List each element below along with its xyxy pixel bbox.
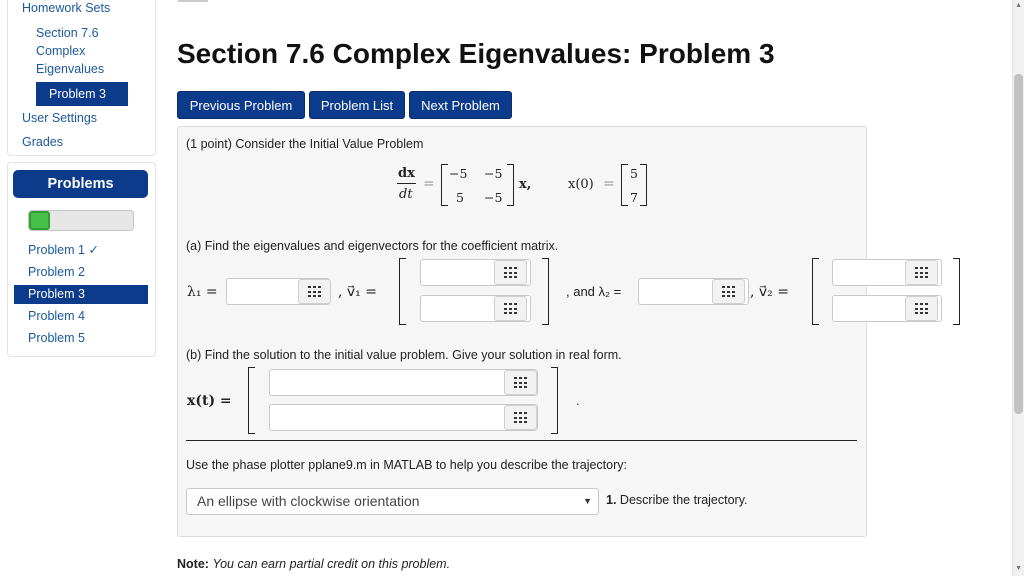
problems-button[interactable]: Problems [13, 170, 148, 198]
v2-right-bracket [953, 258, 960, 325]
matrix-right-bracket [507, 164, 514, 206]
progress-fill [29, 211, 50, 230]
phase-plotter-text: Use the phase plotter pplane9.m in MATLAB to help you describe the trajectory: [186, 458, 627, 472]
grid-icon [514, 377, 527, 388]
problem-link-1[interactable]: Problem 1 ✓ [28, 243, 99, 257]
grid-icon [514, 412, 527, 423]
v2-label: , v⃗₂ = [750, 284, 789, 300]
grid-icon [504, 303, 517, 314]
scroll-down-icon[interactable]: ▼ [1015, 565, 1022, 572]
v1-right-bracket [542, 258, 549, 325]
scroll-up-icon[interactable]: ▲ [1015, 2, 1022, 9]
lambda1-equation-editor-button[interactable] [298, 279, 331, 304]
eq-dx: dx [398, 166, 415, 181]
matrix-a11: −5 [449, 166, 468, 181]
sidebar-item-user-settings[interactable]: User Settings [22, 111, 98, 125]
next-problem-button[interactable]: Next Problem [409, 91, 512, 119]
part-b-prompt: (b) Find the solution to the initial value problem. Give your solution in real form. [186, 348, 622, 362]
sidebar-item-active-problem[interactable]: Problem 3 [36, 82, 128, 106]
v1-label: , v⃗₁ = [338, 284, 377, 300]
describe-text: Describe the trajectory. [619, 493, 748, 507]
xt-c2-equation-editor-button[interactable] [504, 405, 537, 430]
eq-equals-2: = [603, 176, 615, 192]
problem-link-3[interactable]: Problem 3 [14, 285, 148, 304]
grid-icon [915, 303, 928, 314]
sidebar-item-section-line1[interactable]: Section 7.6 [36, 26, 99, 40]
lambda1-label: λ₁ = [187, 284, 218, 300]
note-text: You can earn partial credit on this problem. [212, 557, 451, 571]
eq-dt: dt [399, 187, 413, 202]
lambda2-equation-editor-button[interactable] [712, 279, 745, 304]
previous-problem-button[interactable]: Previous Problem [177, 91, 305, 119]
trajectory-select-value: An ellipse with clockwise orientation [197, 493, 420, 509]
init-right-bracket [640, 164, 647, 206]
matrix-a12: −5 [484, 166, 503, 181]
v1-left-bracket [399, 258, 406, 325]
init-v1: 5 [630, 166, 638, 181]
xt-label: x(t) = [187, 393, 232, 409]
problem-link-2[interactable]: Problem 2 [28, 265, 85, 279]
page-title: Section 7.6 Complex Eigenvalues: Problem 3 [177, 38, 775, 69]
problem-link-5[interactable]: Problem 5 [28, 331, 85, 345]
describe-trajectory-label [606, 493, 748, 507]
problem-list-button[interactable]: Problem List [309, 91, 405, 119]
grid-icon [504, 267, 517, 278]
and-lambda2-label: , and λ₂ = [566, 284, 622, 299]
eq-x-vector: x, [519, 177, 532, 192]
xt-left-bracket [248, 367, 255, 434]
matrix-left-bracket [441, 164, 448, 206]
matrix-a22: −5 [484, 190, 503, 205]
xt-right-bracket [551, 367, 558, 434]
init-v2: 7 [630, 190, 638, 205]
eq-fraction-bar [397, 183, 416, 184]
section-divider [186, 440, 857, 441]
sidebar-item-section-line3[interactable]: Eigenvalues [36, 62, 105, 76]
matrix-a21: 5 [456, 190, 464, 205]
v1-c2-equation-editor-button[interactable] [494, 296, 527, 321]
dropdown-arrow-icon: ▼ [583, 496, 592, 506]
progress-bar [28, 210, 134, 231]
describe-number: 1. [606, 493, 617, 507]
v2-left-bracket [812, 258, 819, 325]
part-a-prompt: (a) Find the eigenvalues and eigenvectors for the coefficient matrix. [186, 239, 559, 253]
v1-c1-equation-editor-button[interactable] [494, 260, 527, 285]
page-scrollbar-thumb[interactable] [1014, 74, 1023, 414]
v2-c1-equation-editor-button[interactable] [905, 260, 938, 285]
sidebar-item-section-line2[interactable]: Complex [36, 44, 86, 58]
note-label: Note: [177, 557, 209, 571]
eq-equals-1: = [423, 176, 435, 192]
sidebar-item-grades[interactable]: Grades [22, 135, 63, 149]
note-line [177, 557, 450, 571]
xt-c1-equation-editor-button[interactable] [504, 370, 537, 395]
xt-component-2-input[interactable] [269, 404, 538, 431]
problem-intro: (1 point) Consider the Initial Value Problem [186, 137, 424, 151]
xt-period: . [576, 394, 580, 408]
v2-c2-equation-editor-button[interactable] [905, 296, 938, 321]
trajectory-select[interactable] [186, 488, 599, 515]
sidebar-item-homework-sets[interactable]: Homework Sets [22, 1, 111, 15]
init-left-bracket [621, 164, 628, 206]
grid-icon [308, 286, 321, 297]
problem-link-4[interactable]: Problem 4 [28, 309, 85, 323]
grid-icon [722, 286, 735, 297]
grid-icon [915, 267, 928, 278]
top-divider [178, 0, 208, 2]
xt-component-1-input[interactable] [269, 369, 538, 396]
eq-x0-label: x(0) [568, 177, 594, 192]
